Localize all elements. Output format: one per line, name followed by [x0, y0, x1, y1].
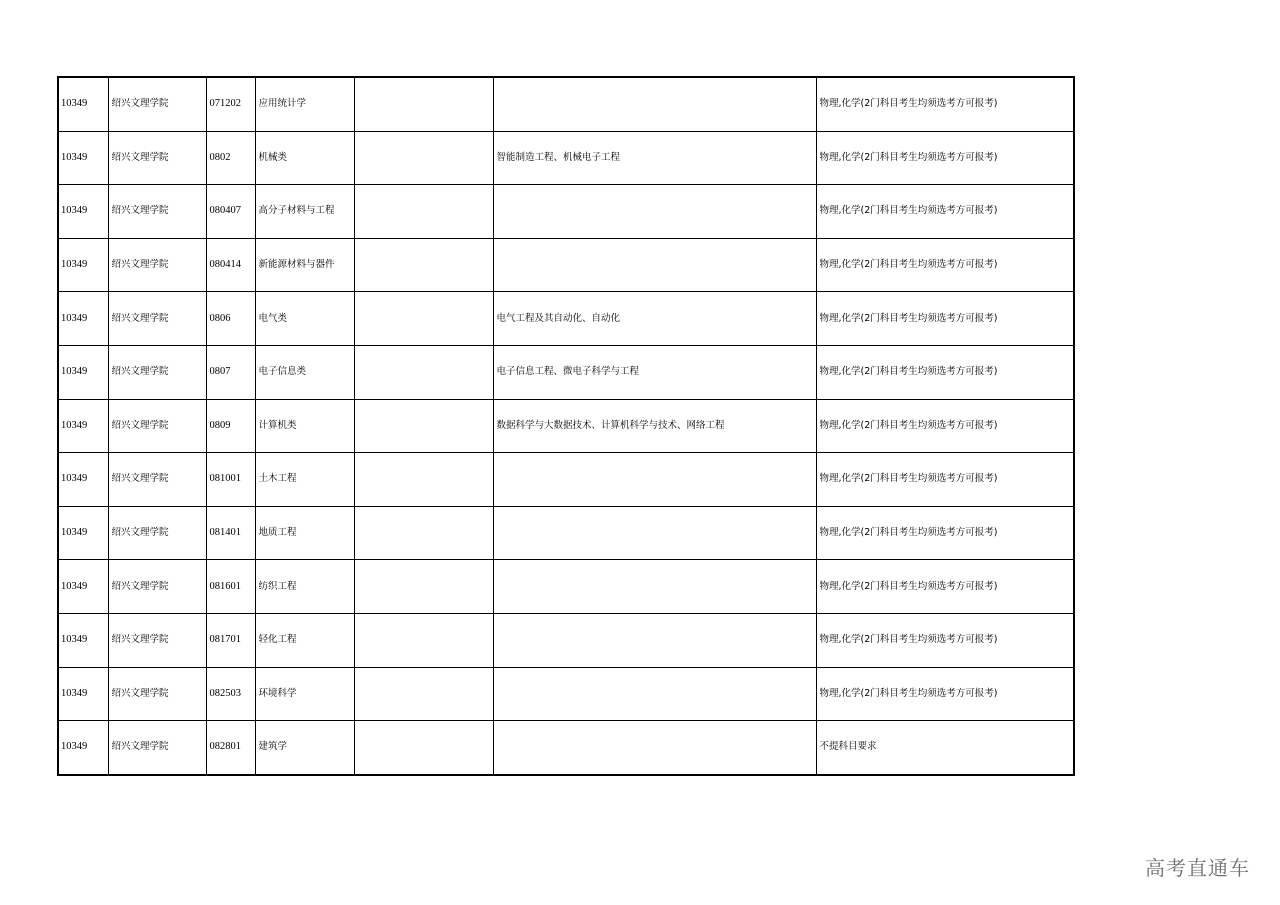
included-majors-cell: [493, 721, 816, 775]
table-row: [58, 185, 1074, 239]
school-code-cell: 10349: [58, 560, 108, 614]
subject-requirement-cell: 物理,化学(2门科目考生均须选考方可报考): [816, 560, 1074, 614]
blank-cell: [354, 613, 493, 667]
requirements-table: [57, 76, 1075, 776]
major-code-cell: 081701: [206, 613, 255, 667]
subject-requirement-cell: 物理,化学(2门科目考生均须选考方可报考): [816, 185, 1074, 239]
blank-cell: [354, 185, 493, 239]
major-name-cell: 计算机类: [255, 399, 354, 453]
school-name-cell: 绍兴文理学院: [108, 453, 206, 507]
subject-requirement-cell: 不提科目要求: [816, 721, 1074, 775]
blank-cell: [354, 292, 493, 346]
included-majors-cell: 电子信息工程、微电子科学与工程: [493, 345, 816, 399]
school-code-cell: 10349: [58, 613, 108, 667]
table-row: [58, 77, 1074, 131]
school-code-cell: 10349: [58, 77, 108, 131]
major-code-cell: 081601: [206, 560, 255, 614]
subject-requirement-cell: 物理,化学(2门科目考生均须选考方可报考): [816, 613, 1074, 667]
blank-cell: [354, 453, 493, 507]
school-name-cell: 绍兴文理学院: [108, 345, 206, 399]
major-name-cell: 新能源材料与器件: [255, 238, 354, 292]
school-name-cell: 绍兴文理学院: [108, 292, 206, 346]
blank-cell: [354, 506, 493, 560]
table-row: [58, 345, 1074, 399]
included-majors-cell: [493, 667, 816, 721]
major-code-cell: 081401: [206, 506, 255, 560]
subject-requirement-cell: 物理,化学(2门科目考生均须选考方可报考): [816, 345, 1074, 399]
subject-requirement-cell: 物理,化学(2门科目考生均须选考方可报考): [816, 77, 1074, 131]
school-code-cell: 10349: [58, 667, 108, 721]
subject-requirement-cell: 物理,化学(2门科目考生均须选考方可报考): [816, 667, 1074, 721]
major-name-cell: 土木工程: [255, 453, 354, 507]
school-name-cell: 绍兴文理学院: [108, 185, 206, 239]
major-name-cell: 电气类: [255, 292, 354, 346]
major-code-cell: 082801: [206, 721, 255, 775]
school-code-cell: 10349: [58, 238, 108, 292]
table-row: [58, 667, 1074, 721]
major-code-cell: 0802: [206, 131, 255, 185]
school-code-cell: 10349: [58, 185, 108, 239]
major-name-cell: 环境科学: [255, 667, 354, 721]
table-row: [58, 506, 1074, 560]
included-majors-cell: [493, 185, 816, 239]
table-row: [58, 613, 1074, 667]
blank-cell: [354, 667, 493, 721]
school-code-cell: 10349: [58, 721, 108, 775]
table-row: [58, 560, 1074, 614]
table-row: [58, 238, 1074, 292]
school-code-cell: 10349: [58, 292, 108, 346]
table-row: [58, 292, 1074, 346]
major-name-cell: 纺织工程: [255, 560, 354, 614]
school-code-cell: 10349: [58, 506, 108, 560]
subject-requirement-cell: 物理,化学(2门科目考生均须选考方可报考): [816, 238, 1074, 292]
included-majors-cell: [493, 506, 816, 560]
school-name-cell: 绍兴文理学院: [108, 506, 206, 560]
school-code-cell: 10349: [58, 345, 108, 399]
table-row: [58, 721, 1074, 775]
school-code-cell: 10349: [58, 131, 108, 185]
major-name-cell: 地质工程: [255, 506, 354, 560]
included-majors-cell: [493, 453, 816, 507]
school-code-cell: 10349: [58, 453, 108, 507]
watermark-logo: 高考直通车: [1145, 856, 1250, 880]
school-name-cell: 绍兴文理学院: [108, 613, 206, 667]
major-name-cell: 机械类: [255, 131, 354, 185]
school-name-cell: 绍兴文理学院: [108, 721, 206, 775]
included-majors-cell: [493, 238, 816, 292]
major-code-cell: 080407: [206, 185, 255, 239]
blank-cell: [354, 131, 493, 185]
major-name-cell: 建筑学: [255, 721, 354, 775]
school-name-cell: 绍兴文理学院: [108, 131, 206, 185]
subject-requirement-cell: 物理,化学(2门科目考生均须选考方可报考): [816, 399, 1074, 453]
included-majors-cell: [493, 613, 816, 667]
blank-cell: [354, 77, 493, 131]
major-code-cell: 081001: [206, 453, 255, 507]
blank-cell: [354, 560, 493, 614]
school-name-cell: 绍兴文理学院: [108, 667, 206, 721]
table-row: [58, 453, 1074, 507]
blank-cell: [354, 345, 493, 399]
blank-cell: [354, 721, 493, 775]
subject-requirement-cell: 物理,化学(2门科目考生均须选考方可报考): [816, 453, 1074, 507]
table-row: [58, 399, 1074, 453]
school-code-cell: 10349: [58, 399, 108, 453]
school-name-cell: 绍兴文理学院: [108, 560, 206, 614]
major-code-cell: 080414: [206, 238, 255, 292]
major-name-cell: 高分子材料与工程: [255, 185, 354, 239]
table-body: [58, 77, 1074, 775]
school-name-cell: 绍兴文理学院: [108, 238, 206, 292]
major-code-cell: 082503: [206, 667, 255, 721]
major-code-cell: 071202: [206, 77, 255, 131]
included-majors-cell: 智能制造工程、机械电子工程: [493, 131, 816, 185]
major-name-cell: 电子信息类: [255, 345, 354, 399]
blank-cell: [354, 238, 493, 292]
school-name-cell: 绍兴文理学院: [108, 77, 206, 131]
included-majors-cell: 电气工程及其自动化、自动化: [493, 292, 816, 346]
major-name-cell: 应用统计学: [255, 77, 354, 131]
included-majors-cell: 数据科学与大数据技术、计算机科学与技术、网络工程: [493, 399, 816, 453]
major-code-cell: 0806: [206, 292, 255, 346]
major-code-cell: 0807: [206, 345, 255, 399]
major-code-cell: 0809: [206, 399, 255, 453]
table-row: [58, 131, 1074, 185]
school-name-cell: 绍兴文理学院: [108, 399, 206, 453]
subject-requirement-cell: 物理,化学(2门科目考生均须选考方可报考): [816, 131, 1074, 185]
included-majors-cell: [493, 560, 816, 614]
subject-requirement-cell: 物理,化学(2门科目考生均须选考方可报考): [816, 506, 1074, 560]
subject-requirement-cell: 物理,化学(2门科目考生均须选考方可报考): [816, 292, 1074, 346]
major-name-cell: 轻化工程: [255, 613, 354, 667]
included-majors-cell: [493, 77, 816, 131]
blank-cell: [354, 399, 493, 453]
